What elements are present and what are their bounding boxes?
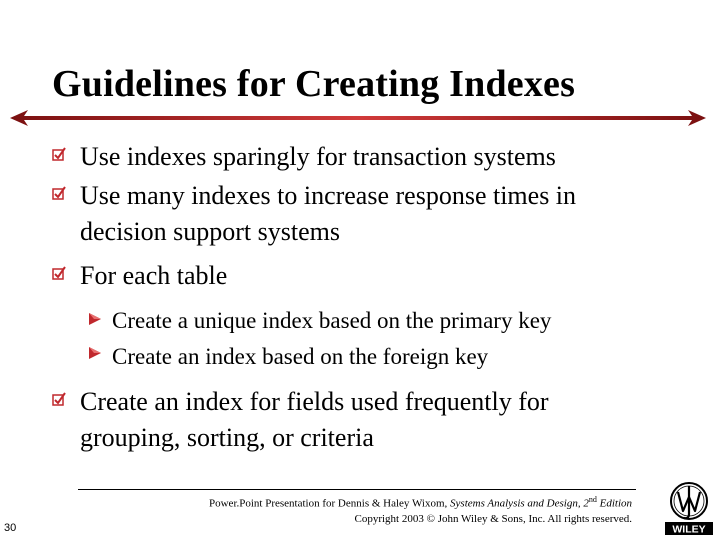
logo-text: WILEY (672, 523, 706, 536)
checkbox-bullet-icon (52, 186, 66, 200)
bullet-line: decision support systems (80, 217, 340, 246)
footer-copyright: Copyright 2003 © John Wiley & Sons, Inc. All rights reserved. (354, 512, 632, 525)
bullet-item (80, 258, 227, 294)
title-divider-arrow (0, 106, 720, 136)
footer-book-title: Systems Analysis and Design, 2 (450, 497, 589, 510)
slide-number: 30 (4, 522, 17, 534)
bullet-item (80, 178, 576, 250)
checkbox-bullet-icon (52, 392, 66, 406)
bullet-line: Use many indexes to increase response times in (80, 181, 577, 210)
bullet-item (80, 139, 556, 175)
bullet-line: For each table (80, 261, 228, 290)
footer-ordinal: nd (588, 495, 597, 504)
sub-bullet-item: Create an index based on the foreign key (112, 344, 489, 369)
bullet-line: Use indexes sparingly for transaction systems (80, 142, 556, 171)
bullet-item (80, 384, 549, 456)
bullet-line: grouping, sorting, or criteria (80, 423, 374, 452)
slide-title: Guidelines for Creating Indexes (52, 63, 576, 105)
wiley-logo-icon (662, 478, 716, 536)
sub-bullet-item: Create a unique index based on the primary key (112, 308, 552, 333)
arrow-bullet-icon (88, 346, 102, 360)
footer-credit (150, 492, 632, 527)
checkbox-bullet-icon (52, 147, 66, 161)
arrow-bullet-icon (88, 312, 102, 326)
footer-divider (78, 489, 636, 490)
footer-prefix: Power.Point Presentation for Dennis & Haley Wixom, (209, 497, 451, 510)
footer-edition: Edition (596, 497, 632, 510)
footer-line-1 (150, 492, 632, 512)
checkbox-bullet-icon (52, 266, 66, 280)
bullet-line: Create an index for fields used frequently for (80, 387, 549, 416)
